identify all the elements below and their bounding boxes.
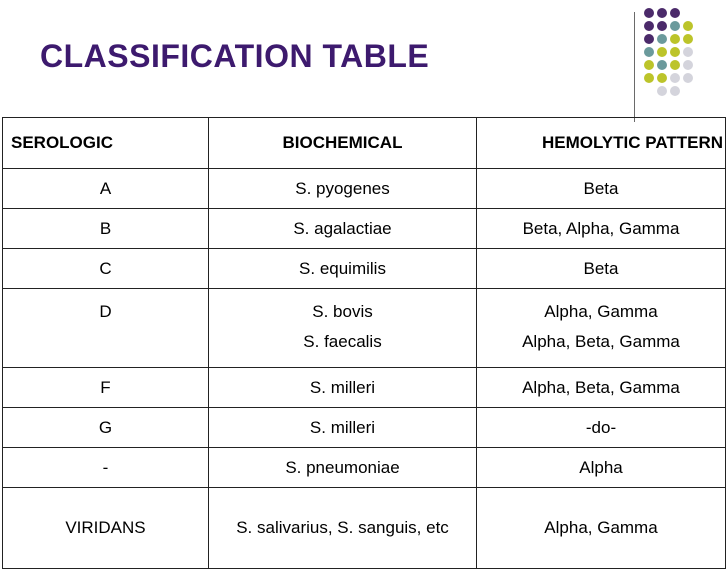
cell-hemolytic [477,408,726,448]
cell-biochemical [209,209,477,249]
serologic-text: B [99,218,112,238]
cell-serologic [3,289,209,368]
serologic-text: F [100,377,111,397]
serologic-text: - [102,457,109,477]
table-row [3,249,726,289]
cell-hemolytic [477,448,726,488]
table-row [3,408,726,448]
decorative-dot [644,21,654,31]
decorative-dot [657,73,667,83]
biochemical-text: S. pneumoniae [285,457,400,477]
decorative-dot [670,73,680,83]
decorative-dot [644,8,654,18]
cell-serologic [3,408,209,448]
cell-serologic [3,488,209,569]
biochemical-text: S. bovis [312,302,373,321]
cell-hemolytic [477,488,726,569]
hemolytic-text: Alpha, Beta, Gamma [522,377,680,397]
cell-hemolytic [477,209,726,249]
cell-serologic [3,448,209,488]
serologic-text: G [98,417,113,437]
header-serologic: SEROLOGIC [3,118,209,169]
hemolytic-text: Beta [583,178,619,198]
header-biochemical: BIOCHEMICAL [209,118,477,169]
classification-table [2,117,726,569]
table-row [3,448,726,488]
decorative-dot [683,60,693,70]
cell-hemolytic [477,368,726,408]
biochemical-text: S. faecalis [303,332,382,351]
table-header-row [3,118,726,169]
hemolytic-text: Alpha, Gamma [544,518,658,537]
decorative-dot [670,8,680,18]
hemolytic-text: Alpha [579,457,623,477]
decorative-dot [644,73,654,83]
cell-serologic [3,209,209,249]
decorative-dot [670,34,680,44]
decorative-dot [644,47,654,57]
cell-biochemical [209,368,477,408]
decorative-dot [644,60,654,70]
cell-biochemical [209,289,477,368]
hemolytic-text: Alpha, Beta, Gamma [522,332,680,351]
biochemical-text: S. pyogenes [295,178,390,198]
decorative-dot [644,34,654,44]
cell-serologic [3,249,209,289]
decorative-dot [683,21,693,31]
decorative-dot [683,34,693,44]
decorative-dot [670,21,680,31]
decorative-dot [657,21,667,31]
decorative-dot [657,60,667,70]
hemolytic-text: Alpha, Gamma [544,302,658,321]
cell-biochemical [209,448,477,488]
serologic-text: A [99,178,112,198]
decorative-dot [683,47,693,57]
cell-serologic [3,368,209,408]
decorative-dot [670,47,680,57]
hemolytic-text: Beta, Alpha, Gamma [522,218,680,238]
biochemical-text: S. milleri [309,377,376,397]
cell-biochemical [209,169,477,209]
title-divider-line [634,12,635,122]
cell-biochemical [209,249,477,289]
header-hemolytic-pattern: HEMOLYTIC PATTERN [477,118,726,169]
table-row [3,209,726,249]
cell-hemolytic [477,169,726,209]
serologic-text: C [99,258,112,278]
table-body [3,169,726,569]
slide-title: CLASSIFICATION TABLE [40,38,430,74]
decorative-dot [657,8,667,18]
biochemical-text: S. salivarius, S. sanguis, etc [236,518,449,537]
serologic-text: D [99,302,112,321]
biochemical-text: S. milleri [309,417,376,437]
table-row [3,289,726,368]
cell-biochemical [209,488,477,569]
cell-hemolytic [477,249,726,289]
cell-hemolytic [477,289,726,368]
decorative-dot [657,86,667,96]
decorative-dot [683,73,693,83]
serologic-text: VIRIDANS [65,518,146,537]
biochemical-text: S. agalactiae [293,218,392,238]
hemolytic-text: -do- [585,417,617,437]
decorative-dot [657,34,667,44]
table-row [3,488,726,569]
cell-serologic [3,169,209,209]
biochemical-text: S. equimilis [299,258,386,278]
table-row [3,368,726,408]
cell-biochemical [209,408,477,448]
table-row [3,169,726,209]
decorative-dot [670,86,680,96]
decorative-dot [657,47,667,57]
hemolytic-text: Beta [583,258,619,278]
decorative-dot [670,60,680,70]
